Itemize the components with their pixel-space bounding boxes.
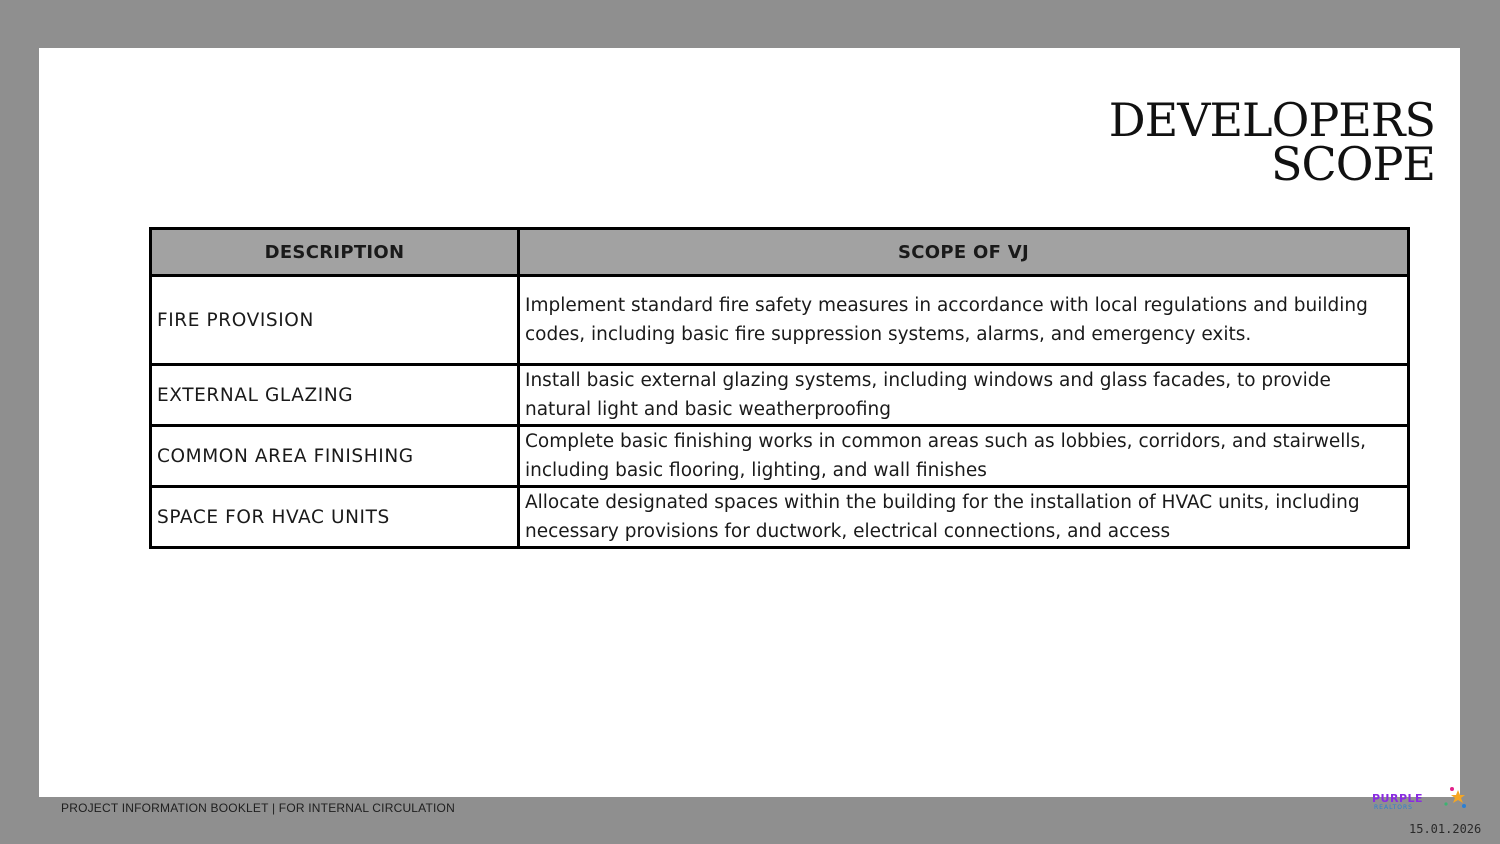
row-description: FIRE PROVISION: [151, 276, 519, 365]
table-row: [151, 487, 1409, 548]
page-title: [1108, 93, 1435, 191]
table-row: [151, 426, 1409, 487]
column-header-scope: SCOPE OF VJ: [519, 229, 1409, 276]
svg-text:PURPLE: PURPLE: [1372, 792, 1424, 805]
table-row: [151, 276, 1409, 365]
row-description: EXTERNAL GLAZING: [151, 365, 519, 426]
slide: [39, 48, 1460, 797]
row-scope: Allocate designated spaces within the building for the installation of HVAC units, including necessary provisions for ductwork, electrical connections, and access: [519, 487, 1409, 548]
row-scope: Implement standard fire safety measures in accordance with local regulations and building codes, including basic fire suppression systems, alarms, and emergency exits.: [519, 276, 1409, 365]
column-header-description: DESCRIPTION: [151, 229, 519, 276]
scope-table: [149, 227, 1410, 549]
table-row: [151, 365, 1409, 426]
title-line-2: SCOPE: [1271, 137, 1435, 191]
table-header-row: [151, 229, 1409, 276]
row-description: COMMON AREA FINISHING: [151, 426, 519, 487]
row-scope: Complete basic finishing works in common areas such as lobbies, corridors, and stairwells, including basic flooring, lighting, and wall finishes: [519, 426, 1409, 487]
footer-caption: PROJECT INFORMATION BOOKLET | FOR INTERNAL CIRCULATION: [61, 801, 455, 815]
svg-text:REALTORS: REALTORS: [1374, 804, 1413, 811]
purple-realtors-logo: [1370, 782, 1470, 814]
row-description: SPACE FOR HVAC UNITS: [151, 487, 519, 548]
logo-icon: [1370, 782, 1470, 814]
title-line-1: DEVELOPERS: [1108, 93, 1435, 147]
footer-date: 15.01.2026: [1409, 822, 1482, 836]
row-scope: Install basic external glazing systems, including windows and glass facades, to provide natural light and basic weatherproofing: [519, 365, 1409, 426]
